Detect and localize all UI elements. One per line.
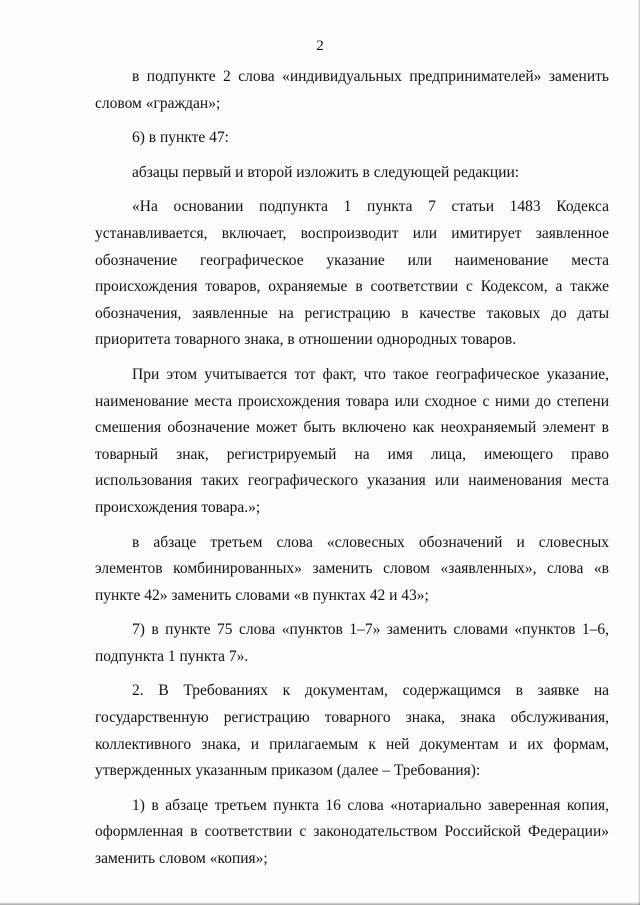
paragraph-7: 7) в пункте 75 слова «пунктов 1–7» заменить словами «пунктов 1–6, подпункта 1 пункта 7». — [95, 621, 609, 665]
document-body — [95, 64, 609, 881]
paragraph-8: 2. В Требованиях к документам, содержащимся в заявке на государственную регистрацию товарного знака, знака обслуживания, коллективного знака, и прилагаемым к ней документам и их формам, утвержденных указанным приказом (далее – Требования): — [95, 682, 609, 780]
paragraph-2: 6) в пункте 47: — [132, 129, 229, 147]
page-number: 2 — [316, 38, 324, 54]
paragraph-6: в абзаце третьем слова «словесных обозначений и словесных элементов комбинированных» заменить словом «заявленных», слова «в пункте 42» заменить словами «в пунктах 42 и 43»; — [95, 533, 609, 604]
paragraph-5: При этом учитывается тот факт, что такое географическое указание, наименование места происхождения товара или сходное с ними до степени смешения обозначение может быть включено как неохраняемый элемент в товарный знак, регистрируемый на имя лица, имеющего право использования таких географического указания или наименования места происхождения товара.»; — [95, 365, 609, 516]
paragraph-4: «На основании подпункта 1 пункта 7 статьи 1483 Кодекса устанавливается, включает, воспроизводит или имитирует заявленное обозначение географическое указание или наименование места происхождения товаров, охраняемые в соответствии с Кодексом, а также обозначения, заявленные на регистрацию в качестве таковых до даты приоритета товарного знака, в отношении однородных товаров. — [95, 198, 609, 349]
paragraph-1: в подпункте 2 слова «индивидуальных предпринимателей» заменить словом «граждан»; — [95, 68, 609, 112]
paragraph-3: абзацы первый и второй изложить в следующей редакции: — [132, 163, 520, 181]
paragraph-9: 1) в абзаце третьем пункта 16 слова «нотариально заверенная копия, оформленная в соответствии с законодательством Российской Федерации» заменить словом «копия»; — [95, 796, 609, 868]
